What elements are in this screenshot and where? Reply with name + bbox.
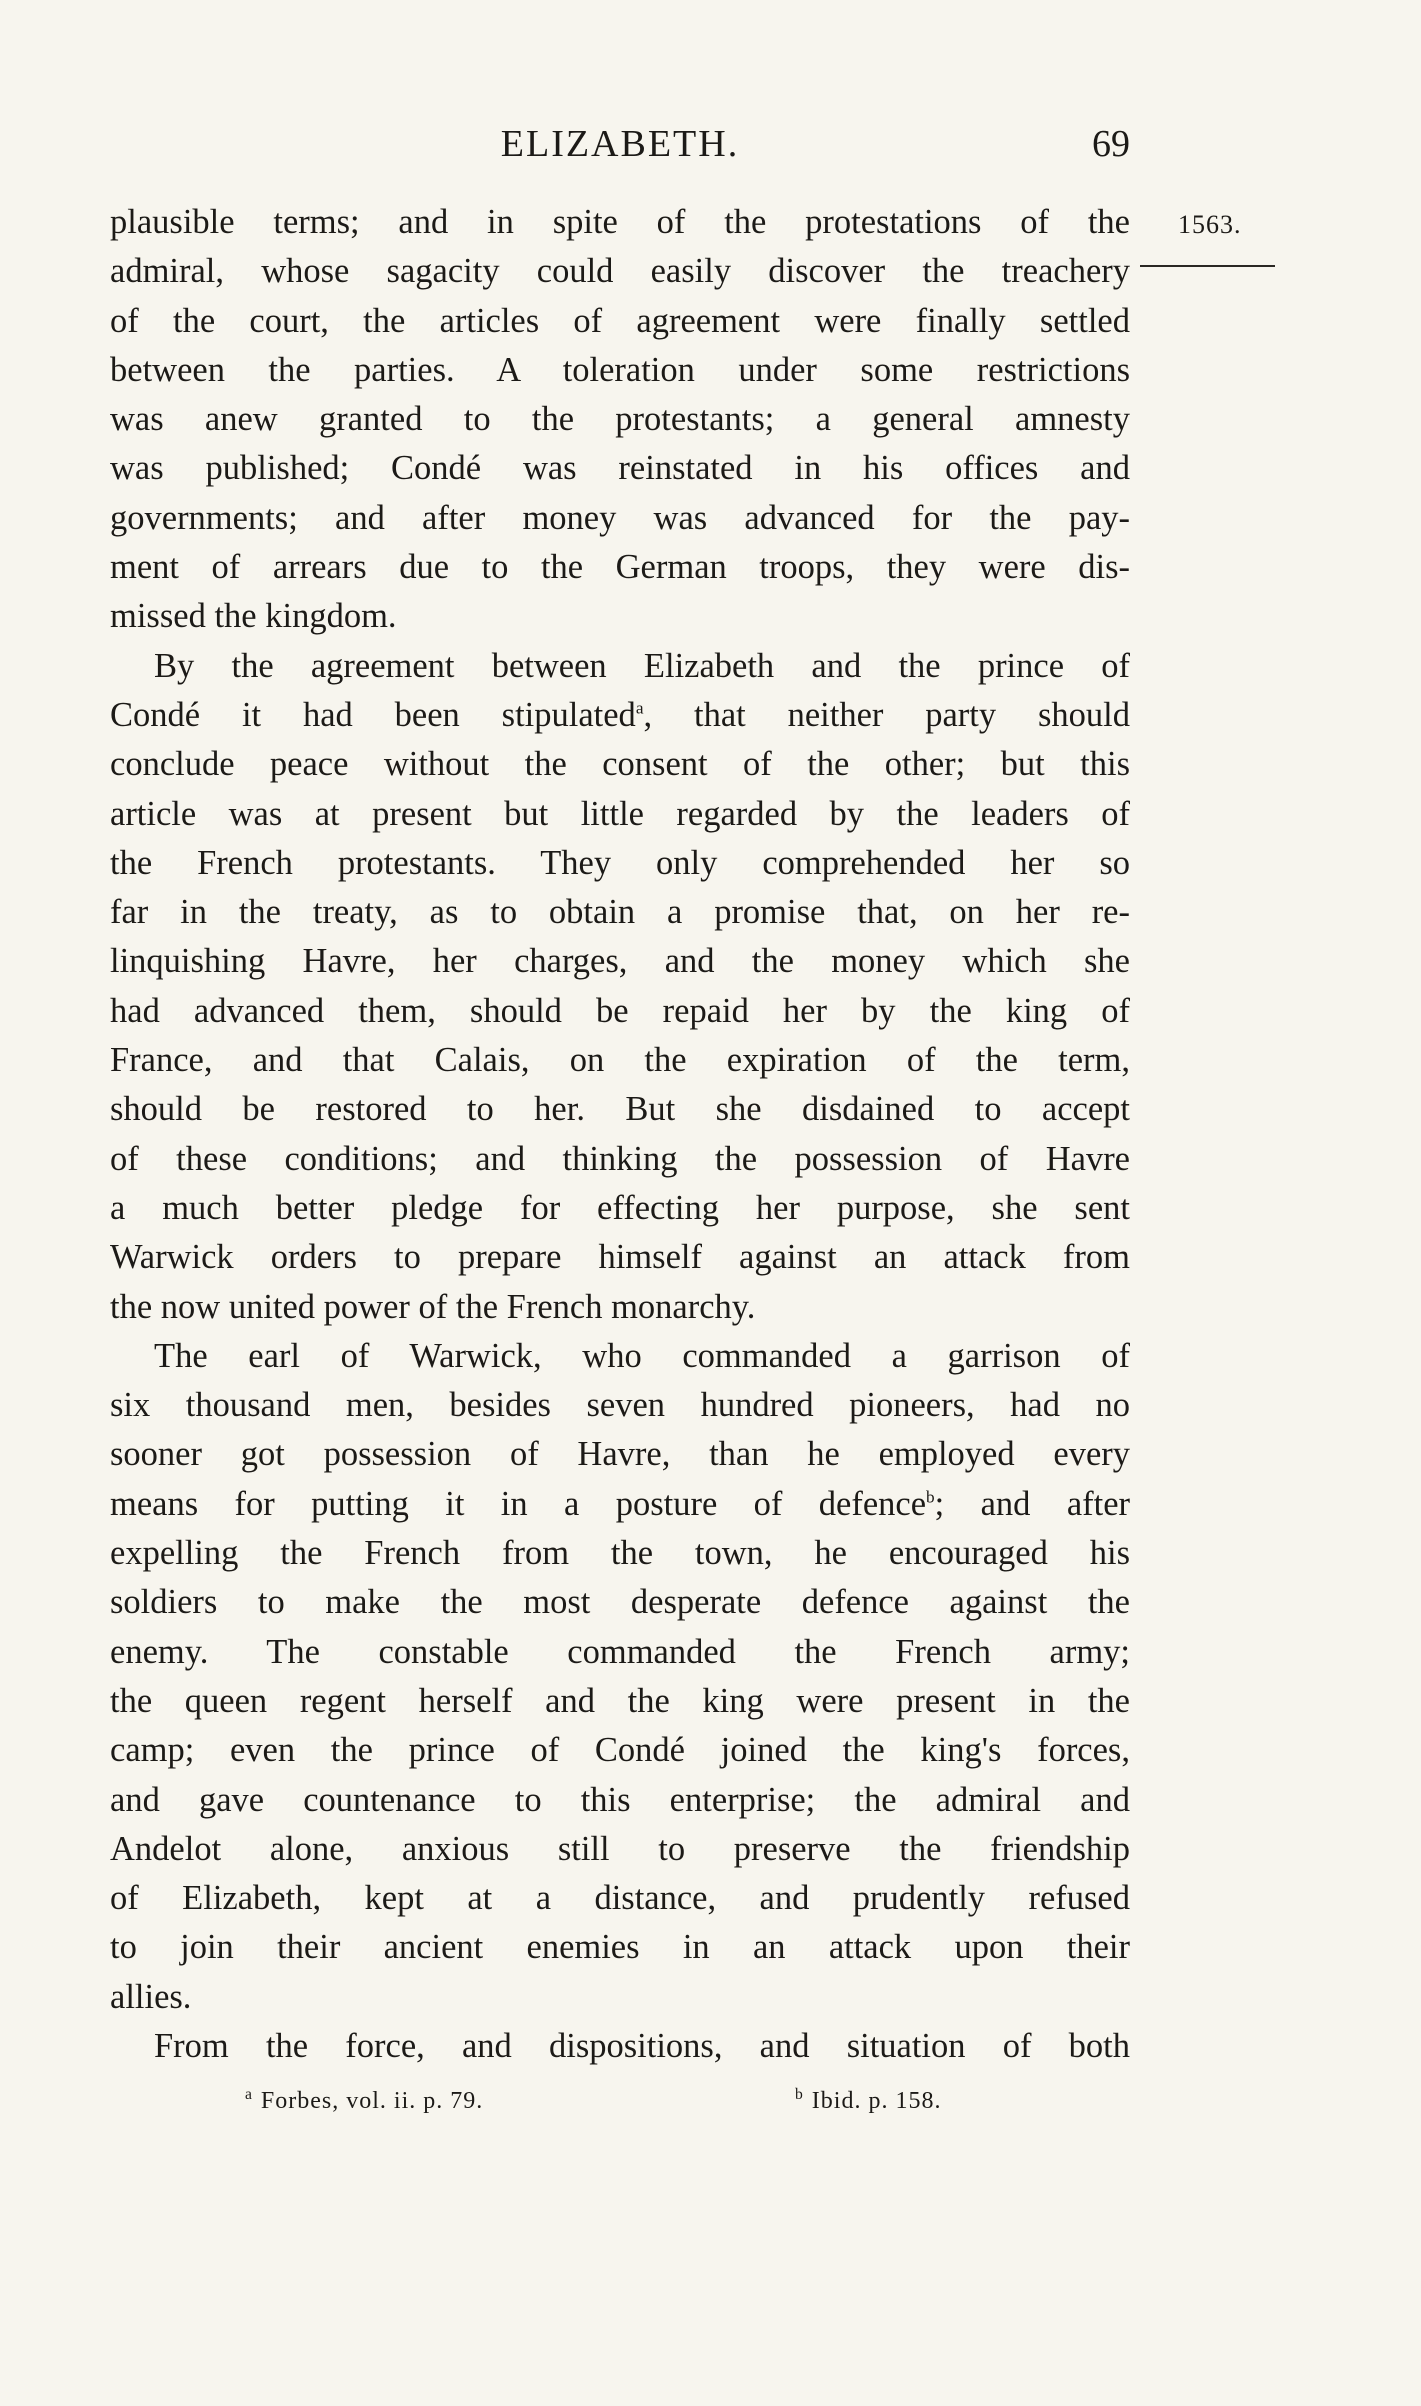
text-line: was anew granted to the protestants; a general amnesty [110, 400, 1130, 439]
text-line: ment of arrears due to the German troops, they were dis- [110, 548, 1130, 587]
text-line: and gave countenance to this enterprise; the admiral and [110, 1780, 1130, 1819]
footnote-text: Forbes, vol. ii. p. 79. [260, 2088, 484, 2114]
text-line: Warwick orders to prepare himself against an attack from [110, 1238, 1130, 1277]
text-line: sooner got possession of Havre, than he employed every [110, 1435, 1130, 1474]
page-number: 69 [1092, 123, 1130, 165]
footnote-b [795, 2088, 941, 2115]
text-line: camp; even the prince of Condé joined the king's forces, [110, 1731, 1130, 1770]
running-title: ELIZABETH. [500, 123, 740, 165]
footnote-marker: a [245, 2086, 253, 2103]
margin-rule [1140, 265, 1275, 267]
text-line: allies. [110, 1977, 192, 2016]
text-line: of these conditions; and thinking the possession of Havre [110, 1139, 1130, 1178]
text-line: the now united power of the French monarchy. [110, 1287, 756, 1326]
text-line: the French protestants. They only comprehended her so [110, 843, 1130, 882]
text-line: linquishing Havre, her charges, and the money which she [110, 942, 1130, 981]
body-text [110, 198, 1130, 2071]
footnote-ref-b: b [926, 1487, 935, 1507]
text-line: plausible terms; and in spite of the protestations of the [110, 203, 1130, 241]
text-line [110, 691, 1130, 740]
margin-year: 1563. [1178, 210, 1242, 239]
text-line: had advanced them, should be repaid her by the king of [110, 991, 1130, 1030]
footnote-text: Ibid. p. 158. [811, 2088, 942, 2114]
text-line: France, and that Calais, on the expiration of the term, [110, 1041, 1130, 1080]
paragraph-first-line: The earl of Warwick, who commanded a garrison of [154, 1336, 1130, 1375]
running-head [110, 122, 1130, 172]
paragraph-first-line: From the force, and dispositions, and situation of both [154, 2026, 1130, 2065]
text-line: between the parties. A toleration under some restrictions [110, 350, 1130, 389]
text-line: of Elizabeth, kept at a distance, and prudently refused [110, 1879, 1130, 1918]
footnote-ref-a: a [635, 698, 644, 718]
text-line: Andelot alone, anxious still to preserve the friendship [110, 1829, 1130, 1868]
text-line: six thousand men, besides seven hundred pioneers, had no [110, 1386, 1130, 1425]
text-segment: means for putting it in a posture of defence [110, 1484, 927, 1523]
text-segment: ; and after [934, 1484, 1131, 1523]
text-line: governments; and after money was advanced for the pay- [110, 498, 1130, 537]
text-segment: , that neither party should [643, 695, 1131, 734]
text-line: to join their ancient enemies in an attack upon their [110, 1928, 1130, 1967]
text-line: expelling the French from the town, he encouraged his [110, 1534, 1130, 1573]
text-line: missed the kingdom. [110, 597, 397, 636]
footnote-marker: b [795, 2086, 804, 2103]
text-segment: Condé it had been stipulated [110, 695, 636, 734]
text-line: soldiers to make the most desperate defence against the [110, 1583, 1130, 1622]
text-line: a much better pledge for effecting her purpose, she sent [110, 1188, 1130, 1227]
paragraph-first-line: By the agreement between Elizabeth and the prince of [154, 646, 1130, 685]
text-line: far in the treaty, as to obtain a promise that, on her re- [110, 893, 1130, 932]
text-line: the queen regent herself and the king were present in the [110, 1681, 1130, 1720]
footnote-a [245, 2088, 483, 2115]
text-line: article was at present but little regarded by the leaders of [110, 794, 1130, 833]
text-line: admiral, whose sagacity could easily discover the treachery [110, 252, 1130, 291]
text-line: of the court, the articles of agreement were finally settled [110, 301, 1130, 340]
text-line: was published; Condé was reinstated in his offices and [110, 449, 1130, 488]
text-line: enemy. The constable commanded the French army; [110, 1632, 1130, 1671]
text-line: should be restored to her. But she disdained to accept [110, 1090, 1130, 1129]
text-line: conclude peace without the consent of the other; but this [110, 745, 1130, 784]
text-line [110, 1480, 1130, 1529]
